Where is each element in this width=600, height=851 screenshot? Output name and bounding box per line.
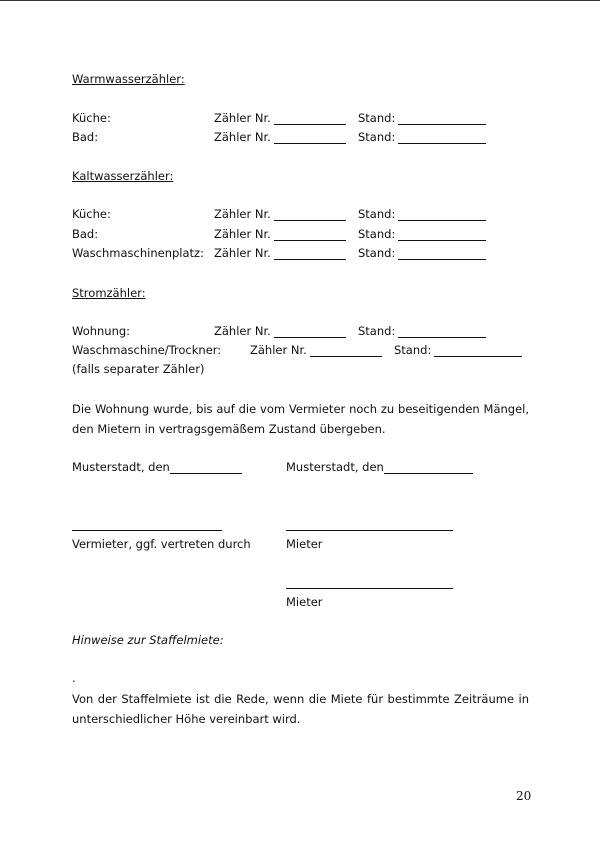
kaltwasser-row-meter-label: Zähler Nr.	[214, 246, 271, 260]
meter-number-blank	[274, 220, 346, 221]
warmwasser-row-meter-label: Zähler Nr.	[214, 111, 271, 125]
kaltwasser-row-label: Küche:	[72, 207, 111, 221]
strom-row-label: Waschmaschine/Trockner:	[72, 343, 222, 357]
strom-row-stand-label: Stand:	[394, 343, 432, 357]
warmwasser-row-meter-label: Zähler Nr.	[214, 130, 271, 144]
strom-row-meter-label: Zähler Nr.	[250, 343, 307, 357]
stand-blank	[398, 337, 486, 338]
meter-number-blank	[310, 356, 382, 357]
kaltwasser-row-stand-label: Stand:	[358, 227, 396, 241]
tenant1-signature-line	[286, 530, 453, 531]
stand-blank	[398, 124, 486, 125]
meter-number-blank	[274, 240, 346, 241]
kaltwasser-row-label: Bad:	[72, 227, 99, 241]
kaltwasser-row-meter-label: Zähler Nr.	[214, 207, 271, 221]
meter-number-blank	[274, 124, 346, 125]
strom-heading: Stromzähler:	[72, 286, 146, 300]
page-top-border	[0, 0, 600, 1]
stand-blank	[398, 143, 486, 144]
meter-number-blank	[274, 143, 346, 144]
hints-paragraph: Von der Staffelmiete ist die Rede, wenn die Miete für bestimmte Zeiträume in unterschiedlicher Höhe vereinbart wird.	[72, 692, 529, 726]
kaltwasser-heading: Kaltwasserzähler:	[72, 169, 174, 183]
strom-row-meter-label: Zähler Nr.	[214, 324, 271, 338]
warmwasser-heading: Warmwasserzähler:	[72, 72, 185, 86]
date-blank-right	[384, 473, 473, 474]
tenant1-signature-label: Mieter	[286, 537, 323, 551]
strom-row-stand-label: Stand:	[358, 324, 396, 338]
landlord-signature-line	[72, 530, 222, 531]
warmwasser-row-label: Küche:	[72, 111, 111, 125]
warmwasser-row-stand-label: Stand:	[358, 130, 396, 144]
warmwasser-row-label: Bad:	[72, 130, 99, 144]
stand-blank	[434, 356, 522, 357]
tenant2-signature-label: Mieter	[286, 595, 323, 609]
date-blank-left	[170, 473, 242, 474]
place-date-right: Musterstadt, den	[286, 460, 384, 474]
tenant2-signature-line	[286, 588, 453, 589]
landlord-signature-label: Vermieter, ggf. vertreten durch	[72, 537, 251, 551]
kaltwasser-row-stand-label: Stand:	[358, 207, 396, 221]
hints-heading: Hinweise zur Staffelmiete:	[72, 633, 224, 647]
hints-dot: .	[72, 671, 76, 685]
stand-blank	[398, 259, 486, 260]
kaltwasser-row-stand-label: Stand:	[358, 246, 396, 260]
kaltwasser-row-label: Waschmaschinenplatz:	[72, 246, 204, 260]
page-number: 20	[516, 789, 532, 803]
meter-number-blank	[274, 259, 346, 260]
stand-blank	[398, 240, 486, 241]
meter-number-blank	[274, 337, 346, 338]
place-date-left: Musterstadt, den	[72, 460, 170, 474]
strom-row-label: Wohnung:	[72, 324, 131, 338]
warmwasser-row-stand-label: Stand:	[358, 111, 396, 125]
stand-blank	[398, 220, 486, 221]
kaltwasser-row-meter-label: Zähler Nr.	[214, 227, 271, 241]
handover-paragraph: Die Wohnung wurde, bis auf die vom Vermieter noch zu beseitigenden Mängel, den Mietern in vertragsgemäßem Zustand übergeben.	[72, 402, 529, 436]
strom-note: (falls separater Zähler)	[72, 362, 205, 376]
